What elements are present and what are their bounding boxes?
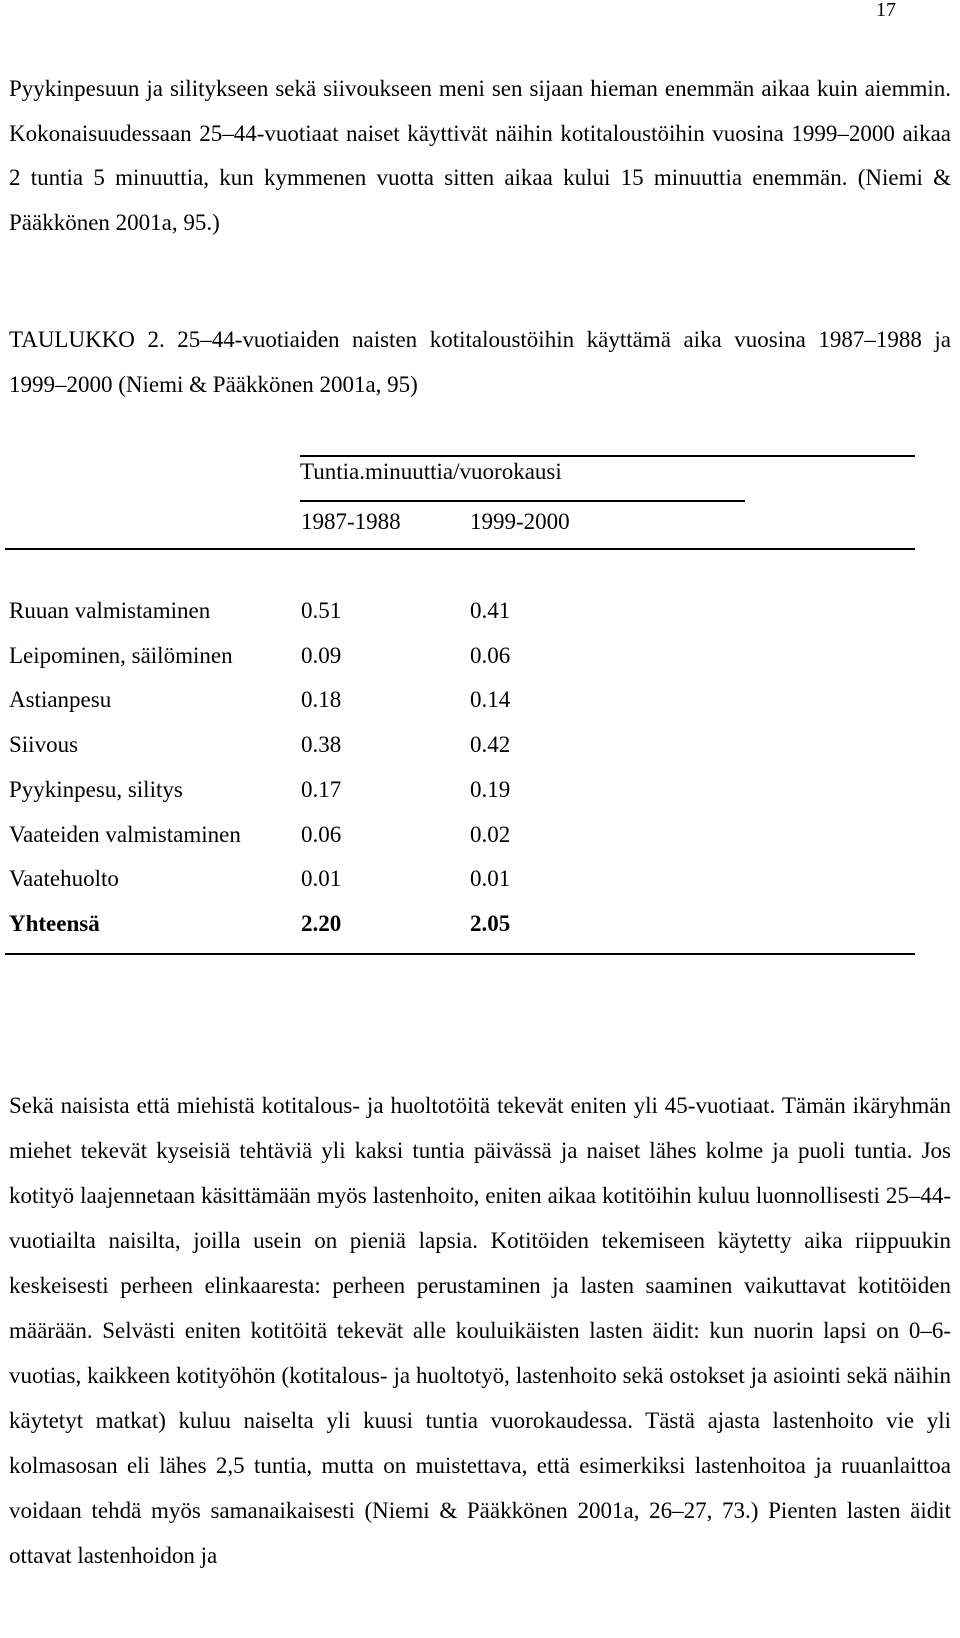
row-value-1987: 0.51 xyxy=(301,598,342,623)
row-value-1987: 0.01 xyxy=(301,866,342,891)
row-value-1999: 0.14 xyxy=(470,687,511,712)
page-number: 17 xyxy=(876,0,896,21)
row-value-1999: 0.02 xyxy=(470,822,511,847)
row-value-1987: 0.09 xyxy=(301,643,342,668)
row-value-1999: 0.01 xyxy=(470,866,511,891)
total-label: Yhteensä xyxy=(9,911,100,936)
row-value-1999: 0.19 xyxy=(470,777,511,802)
row-value-1987: 0.17 xyxy=(301,777,342,802)
row-value-1999: 0.06 xyxy=(470,643,511,668)
row-value-1987: 0.18 xyxy=(301,687,342,712)
row-value-1987: 0.38 xyxy=(301,732,342,757)
row-label: Leipominen, säilöminen xyxy=(9,643,233,668)
row-label: Vaateiden valmistaminen xyxy=(9,822,241,847)
column-header-1987: 1987-1988 xyxy=(301,509,401,534)
row-label: Pyykinpesu, silitys xyxy=(9,777,183,802)
body-paragraph: Sekä naisista että miehistä kotitalous- ja huoltotöitä tekevät eniten yli 45-vuotiaat. Tämän ikäryhmän miehet tekevät kyseisiä tehtäviä yli kaksi tuntia päivässä ja naiset lähes kolme ja puoli tuntia. Jos kotityö laajennetaan käsittämään myös lastenhoito, eniten aikaa kotitöihin kuluu luonnollisesti 25–44-vuotiailta naisilta, joilla usein on pieniä lapsia. Kotitöiden tekemiseen käytetty aika riippuukin keskeisesti perheen elinkaaresta: perheen perustaminen ja lasten saaminen vaikuttavat kotitöiden määrään. Selvästi eniten kotitöitä tekevät alle kouluikäisten lasten äidit: kun nuorin lapsi on 0–6-vuotias, kaikkeen kotityöhön (kotitalous- ja huoltotyö, lastenhoito sekä ostokset ja asiointi sekä näihin käytetyt matkat) kuluu naiselta yli kuusi tuntia vuorokaudessa. Tästä ajasta lastenhoito vie yli kolmasosan eli lähes 2,5 tuntia, mutta on muistettava, että esimerkiksi lastenhoitoa ja ruuanlaittoa voidaan tehdä myös samanaikaisesti (Niemi & Pääkkönen 2001a, 26–27, 73.) Pienten lasten äidit ottavat lastenhoidon ja xyxy=(9,1093,951,1568)
row-value-1999: 0.41 xyxy=(470,598,511,623)
row-label: Vaatehuolto xyxy=(9,866,119,891)
row-value-1987: 0.06 xyxy=(301,822,342,847)
total-value-1987: 2.20 xyxy=(301,911,342,936)
total-value-1999: 2.05 xyxy=(470,911,511,936)
unit-header-rule xyxy=(300,500,745,502)
unit-header: Tuntia.minuuttia/vuorokausi xyxy=(300,459,562,484)
intro-paragraph: Pyykinpesuun ja silitykseen sekä siivoukseen meni sen sijaan hieman enemmän aikaa kuin aiemmin. Kokonaisuudessaan 25–44-vuotiaat naiset käyttivät näihin kotitaloustöihin vuosina 1999–2000 aikaa 2 tuntia 5 minuuttia, kun kymmenen vuotta sitten aikaa kului 15 minuuttia enemmän. (Niemi & Pääkkönen 2001a, 95.) xyxy=(9,76,951,235)
header-bottom-rule xyxy=(5,548,915,550)
table-top-rule xyxy=(300,455,915,457)
table-bottom-rule xyxy=(5,953,915,955)
table-caption: TAULUKKO 2. 25–44-vuotiaiden naisten kotitaloustöihin käyttämä aika vuosina 1987–1988 ja 1999–2000 (Niemi & Pääkkönen 2001a, 95) xyxy=(9,327,951,397)
row-label: Astianpesu xyxy=(9,687,112,712)
column-header-1999: 1999-2000 xyxy=(470,509,570,534)
row-label: Ruuan valmistaminen xyxy=(9,598,211,623)
row-label: Siivous xyxy=(9,732,79,757)
row-value-1999: 0.42 xyxy=(470,732,511,757)
